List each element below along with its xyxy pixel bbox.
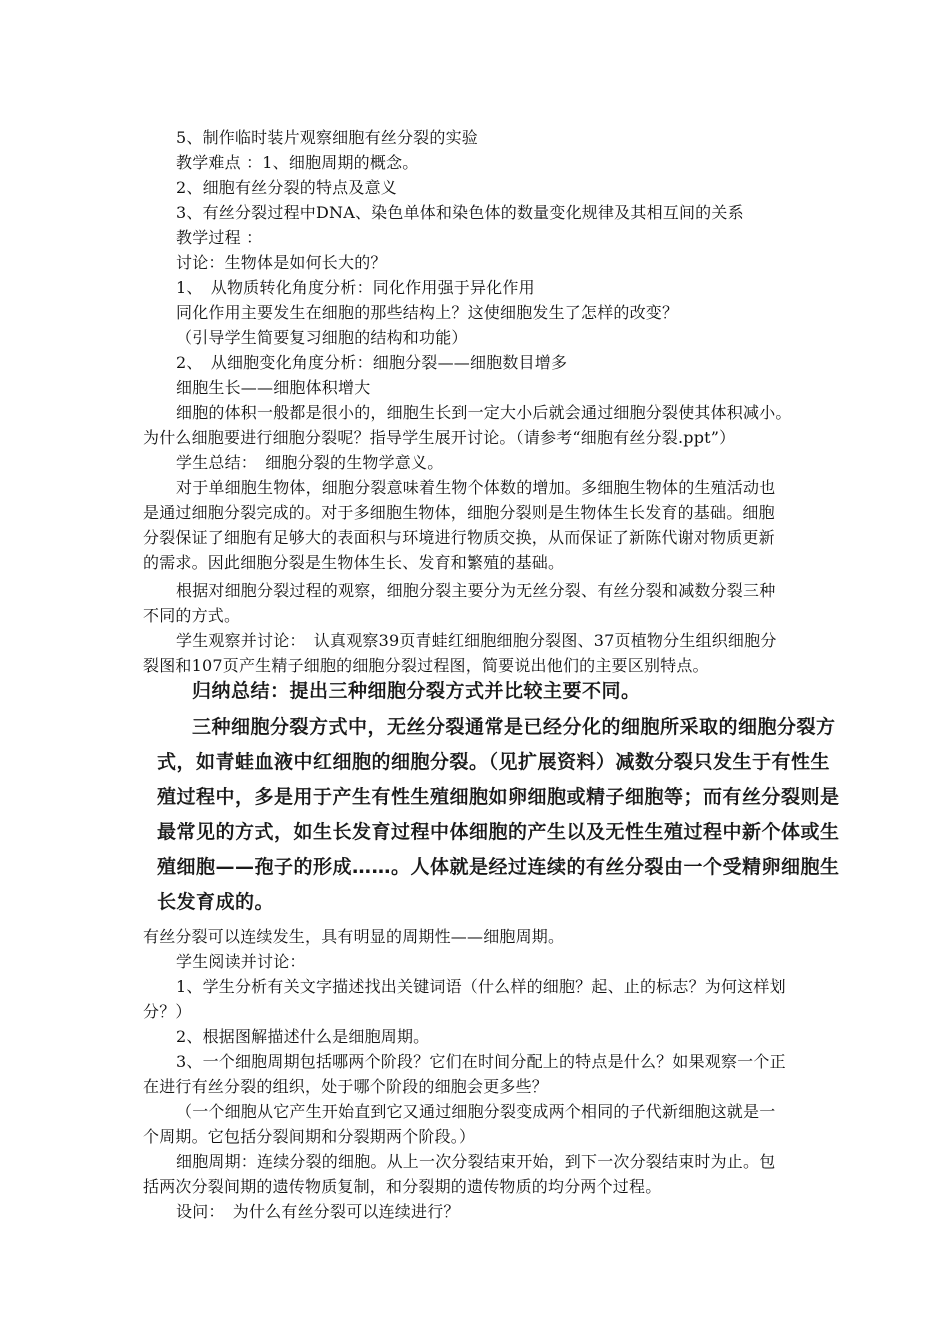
text-line: 的需求。因此细胞分裂是生物体生长、发育和繁殖的基础。 [143, 553, 565, 572]
handwritten-heading: 归纳总结：提出三种细胞分裂方式并比较主要不同。 [192, 680, 641, 702]
text-line: 教学过程 ： [176, 228, 263, 247]
text-line: （引导学生简要复习细胞的结构和功能） [176, 328, 468, 347]
handwritten-line: 殖过程中，多是用于产生有性生殖细胞如卵细胞或精子细胞等；而有丝分裂则是 [157, 786, 840, 808]
text-line: 细胞的体积一般都是很小的，细胞生长到一定大小后就会通过细胞分裂使其体积减小。 [176, 403, 792, 422]
text-line: 设问： 为什么有丝分裂可以连续进行？ [176, 1202, 460, 1221]
text-line: 教学难点 ：1、细胞周期的概念。 [176, 153, 419, 172]
text-line: 细胞生长——细胞体积增大 [176, 378, 371, 397]
text-line: 个周期。它包括分裂间期和分裂期两个阶段。） [143, 1127, 476, 1146]
text-line: 学生总结： 细胞分裂的生物学意义。 [176, 453, 444, 472]
handwritten-line: 长发育成的。 [157, 891, 275, 913]
text-line: 讨论：生物体是如何长大的？ [176, 253, 387, 272]
text-line: 1、学生分析有关文字描述找出关键词语（什么样的细胞？起、止的标志？为何这样划 [176, 977, 786, 996]
text-line: 学生观察并讨论： 认真观察39页青蛙红细胞细胞分裂图、37页植物分生组织细胞分 [176, 631, 777, 650]
text-line: 对于单细胞生物体，细胞分裂意味着生物个体数的增加。多细胞生物体的生殖活动也 [176, 478, 776, 497]
text-line: 学生阅读并讨论： [176, 952, 306, 971]
text-line: 分裂保证了细胞有足够大的表面积与环境进行物质交换，从而保证了新陈代谢对物质更新 [143, 528, 775, 547]
text-line: 括两次分裂间期的遗传物质复制，和分裂期的遗传物质的均分两个过程。 [143, 1177, 662, 1196]
text-line: 细胞周期：连续分裂的细胞。从上一次分裂结束开始，到下一次分裂结束时为止。包 [176, 1152, 776, 1171]
text-line: 1、 从物质转化角度分析：同化作用强于异化作用 [176, 278, 535, 297]
text-line: 2、根据图解描述什么是细胞周期。 [176, 1027, 430, 1046]
text-line: 有丝分裂可以连续发生，具有明显的周期性——细胞周期。 [143, 927, 565, 946]
text-line: （一个细胞从它产生开始直到它又通过细胞分裂变成两个相同的子代新细胞这就是一 [176, 1102, 776, 1121]
handwritten-line: 三种细胞分裂方式中，无丝分裂通常是已经分化的细胞所采取的细胞分裂方 [192, 716, 836, 738]
text-line: 同化作用主要发生在细胞的那些结构上？这使细胞发生了怎样的改变？ [176, 303, 679, 322]
text-line: 不同的方式。 [143, 606, 241, 625]
text-line: 是通过细胞分裂完成的。对于多细胞生物体，细胞分裂则是生物体生长发育的基础。细胞 [143, 503, 775, 522]
text-line: 裂图和107页产生精子细胞的细胞分裂过程图，简要说出他们的主要区别特点。 [143, 656, 709, 675]
text-line: 为什么细胞要进行细胞分裂呢？指导学生展开讨论。（请参考“细胞有丝分裂.ppt”） [143, 428, 736, 447]
text-line: 2、 从细胞变化角度分析：细胞分裂——细胞数目增多 [176, 353, 568, 372]
text-line: 根据对细胞分裂过程的观察，细胞分裂主要分为无丝分裂、有丝分裂和减数分裂三种 [176, 581, 776, 600]
text-line: 2、细胞有丝分裂的特点及意义 [176, 178, 397, 197]
text-line: 5、制作临时装片观察细胞有丝分裂的实验 [176, 128, 478, 147]
text-line: 分？） [143, 1002, 192, 1021]
handwritten-line: 最常见的方式，如生长发育过程中体细胞的产生以及无性生殖过程中新个体或生 [157, 821, 840, 843]
text-line: 在进行有丝分裂的组织，处于哪个阶段的细胞会更多些？ [143, 1077, 549, 1096]
text-line: 3、有丝分裂过程中DNA、染色单体和染色体的数量变化规律及其相互间的关系 [176, 203, 744, 222]
text-line: 3、一个细胞周期包括哪两个阶段？它们在时间分配上的特点是什么？如果观察一个正 [176, 1052, 786, 1071]
handwritten-line: 殖细胞——孢子的形成……。人体就是经过连续的有丝分裂由一个受精卵细胞生 [157, 856, 840, 878]
handwritten-line: 式，如青蛙血液中红细胞的细胞分裂。（见扩展资料）减数分裂只发生于有性生 [157, 751, 831, 773]
